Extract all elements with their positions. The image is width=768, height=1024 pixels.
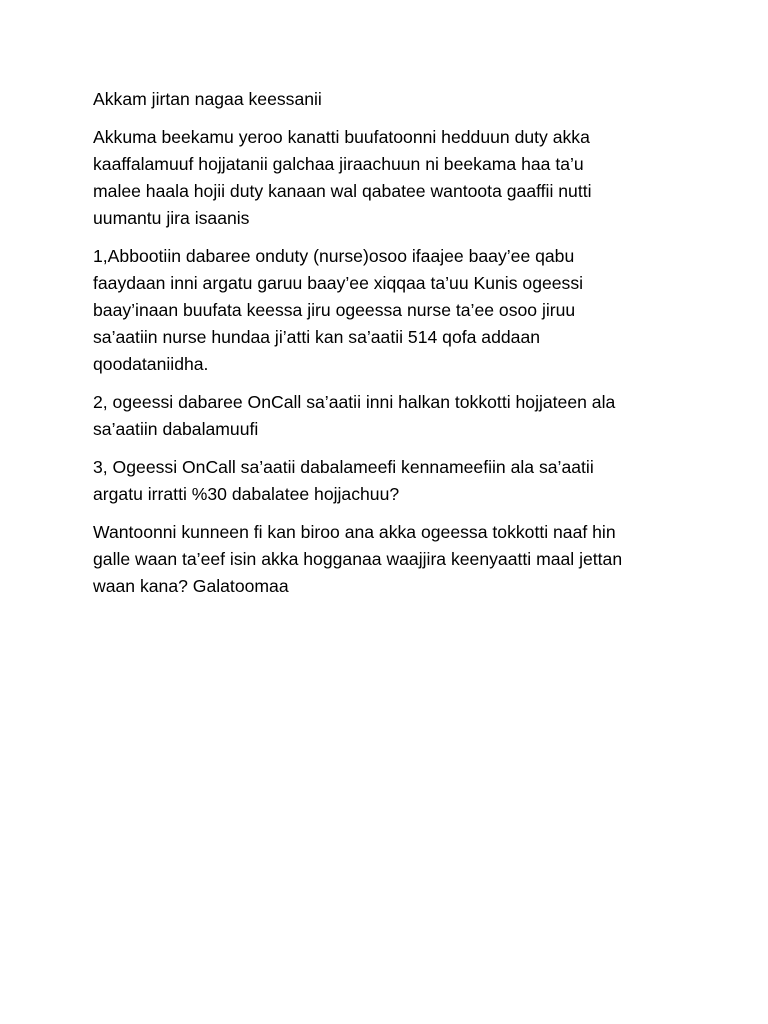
point-2-paragraph: 2, ogeessi dabaree OnCall sa’aatii inni halkan tokkotti hojjateen ala sa’aatiin dabalamuufi (93, 392, 616, 439)
document-body (93, 86, 683, 611)
intro-paragraph: Akkuma beekamu yeroo kanatti buufatoonni hedduun duty akka kaaffalamuuf hojjatanii galchaa jiraachuun ni beekama haa ta’u malee haala hojii duty kanaan wal qabatee wantoota gaaffii nutti uumantu jira isaanis (93, 127, 592, 228)
greeting-paragraph: Akkam jirtan nagaa keessanii (93, 89, 322, 109)
closing-paragraph: Wantoonni kunneen fi kan biroo ana akka ogeessa tokkotti naaf hin galle waan ta’eef isin akka hogganaa waajjira keenyaatti maal jettan waan kana? Galatoomaa (93, 522, 623, 596)
point-3-paragraph: 3, Ogeessi OnCall sa’aatii dabalameefi kennameefiin ala sa’aatii argatu irratti %30 dabalatee hojjachuu? (93, 457, 594, 504)
point-1-paragraph: 1,Abbootiin dabaree onduty (nurse)osoo ifaajee baay’ee qabu faaydaan inni argatu garuu baay’ee xiqqaa ta’uu Kunis ogeessi baay’inaan buufata keessa jiru ogeessa nurse ta’ee osoo jiruu sa’aatiin nurse hundaa ji’atti kan sa’aatii 514 qofa addaan qoodataniidha. (93, 246, 584, 374)
